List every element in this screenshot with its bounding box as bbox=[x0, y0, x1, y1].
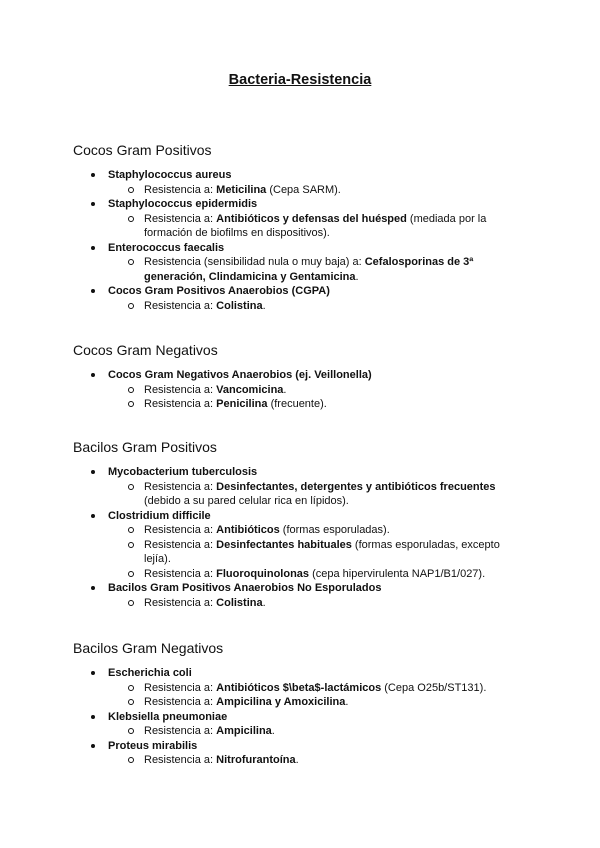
resistance-note: (cepa hipervirulenta NAP1/B1/027). bbox=[309, 567, 486, 580]
section bbox=[73, 342, 513, 412]
resistance-note: . bbox=[283, 383, 287, 396]
resistance-agent: Colistina bbox=[216, 299, 263, 312]
resistance-item bbox=[108, 681, 513, 696]
section-heading: Bacilos Gram Positivos bbox=[73, 439, 217, 455]
section-heading: Bacilos Gram Negativos bbox=[73, 640, 224, 656]
organism-name: Cocos Gram Positivos Anaerobios (CGPA) bbox=[108, 285, 330, 297]
resistance-item bbox=[108, 523, 513, 538]
section-heading: Cocos Gram Positivos bbox=[73, 142, 212, 158]
resistance-agent: Colistina bbox=[216, 596, 263, 609]
resistance-note: (Cepa O25b/ST131). bbox=[381, 681, 487, 694]
organism-item bbox=[73, 168, 513, 197]
resistance-agent: Ampicilina y Amoxicilina bbox=[216, 696, 346, 708]
resistance-prefix: Resistencia a: bbox=[144, 183, 217, 196]
resistance-item bbox=[108, 212, 513, 241]
resistance-list bbox=[108, 183, 513, 198]
resistance-list bbox=[108, 299, 513, 314]
resistance-note: (formas esporuladas, excepto lejía). bbox=[144, 538, 500, 565]
resistance-agent: Antibióticos bbox=[216, 524, 280, 536]
organism-item bbox=[73, 710, 513, 739]
resistance-prefix: Resistencia a: bbox=[144, 398, 217, 410]
resistance-note: . bbox=[295, 754, 299, 766]
organism-item bbox=[73, 241, 513, 285]
resistance-item bbox=[108, 397, 513, 412]
resistance-note: (formas esporuladas). bbox=[279, 524, 390, 536]
section-heading: Cocos Gram Negativos bbox=[73, 342, 218, 358]
organism-name: Bacilos Gram Positivos Anaerobios No Esporulados bbox=[108, 582, 382, 594]
resistance-prefix: Resistencia a: bbox=[144, 696, 217, 708]
resistance-item bbox=[108, 299, 513, 314]
organism-item bbox=[73, 666, 513, 710]
organism-item bbox=[73, 197, 513, 241]
organism-list bbox=[73, 368, 513, 412]
resistance-item bbox=[108, 753, 513, 768]
organism-name: Staphylococcus epidermidis bbox=[108, 198, 258, 210]
resistance-agent: Penicilina bbox=[216, 398, 268, 410]
organism-list bbox=[73, 666, 513, 768]
section bbox=[73, 640, 513, 768]
resistance-item bbox=[108, 255, 513, 284]
resistance-agent: Meticilina bbox=[216, 183, 267, 196]
organism-name: Proteus mirabilis bbox=[108, 739, 198, 752]
resistance-list bbox=[108, 596, 513, 611]
resistance-agent: Antibióticos $\beta$-lactámicos bbox=[216, 681, 382, 694]
document-title: Bacteria-Resistencia bbox=[228, 72, 372, 88]
organism-item bbox=[73, 739, 513, 768]
resistance-list bbox=[108, 523, 513, 581]
resistance-note: . bbox=[262, 299, 266, 312]
organism-name: Mycobacterium tuberculosis bbox=[108, 466, 258, 478]
organism-name: Cocos Gram Negativos Anaerobios (ej. Veillonella) bbox=[108, 369, 372, 381]
resistance-note: (Cepa SARM). bbox=[266, 183, 341, 196]
resistance-note: . bbox=[271, 725, 275, 737]
resistance-item bbox=[108, 480, 513, 509]
resistance-prefix: Resistencia a: bbox=[144, 567, 217, 580]
resistance-agent: Desinfectantes, detergentes y antibióticos frecuentes bbox=[216, 480, 496, 493]
resistance-prefix: Resistencia a: bbox=[144, 299, 217, 312]
organism-item bbox=[73, 581, 513, 610]
resistance-agent: Antibióticos y defensas del huésped bbox=[216, 212, 407, 225]
organism-item bbox=[73, 509, 513, 582]
resistance-prefix: Resistencia a: bbox=[144, 538, 217, 551]
resistance-agent: Vancomicina bbox=[216, 383, 284, 396]
organism-list bbox=[73, 168, 513, 313]
organism-name: Enterococcus faecalis bbox=[108, 241, 225, 254]
resistance-prefix: Resistencia a: bbox=[144, 725, 217, 737]
resistance-prefix: Resistencia a: bbox=[144, 754, 217, 766]
resistance-note: . bbox=[345, 696, 349, 708]
organism-item bbox=[73, 284, 513, 313]
resistance-prefix: Resistencia a: bbox=[144, 212, 217, 225]
resistance-agent: Ampicilina bbox=[216, 725, 272, 737]
resistance-note: . bbox=[355, 270, 359, 283]
resistance-item bbox=[108, 383, 513, 398]
section bbox=[73, 439, 513, 610]
resistance-list bbox=[108, 383, 513, 412]
resistance-agent: Nitrofurantoína bbox=[216, 754, 296, 766]
resistance-prefix: Resistencia a: bbox=[144, 681, 217, 694]
resistance-list bbox=[108, 212, 513, 241]
organism-name: Staphylococcus aureus bbox=[108, 169, 232, 181]
organism-name: Clostridium difficile bbox=[108, 509, 211, 522]
resistance-item bbox=[108, 596, 513, 611]
resistance-list bbox=[108, 480, 513, 509]
resistance-prefix: Resistencia a: bbox=[144, 383, 217, 396]
resistance-note: . bbox=[262, 596, 266, 609]
organism-item bbox=[73, 368, 513, 412]
resistance-prefix: Resistencia a: bbox=[144, 480, 217, 493]
resistance-list bbox=[108, 681, 513, 710]
resistance-note: (mediada por la formación de biofilms en dispositivos). bbox=[144, 212, 487, 239]
organism-name: Klebsiella pneumoniae bbox=[108, 710, 228, 723]
resistance-list bbox=[108, 255, 513, 284]
section bbox=[73, 142, 513, 313]
resistance-note: (debido a su pared celular rica en lípidos). bbox=[144, 495, 349, 507]
resistance-item bbox=[108, 724, 513, 739]
resistance-agent: Desinfectantes habituales bbox=[216, 538, 352, 551]
resistance-item bbox=[108, 183, 513, 198]
resistance-item bbox=[108, 538, 513, 567]
organism-list bbox=[73, 465, 513, 610]
resistance-prefix: Resistencia a: bbox=[144, 524, 217, 536]
resistance-prefix: Resistencia (sensibilidad nula o muy baja) a: bbox=[144, 256, 365, 268]
resistance-agent: Fluoroquinolonas bbox=[216, 567, 310, 580]
resistance-item bbox=[108, 695, 513, 710]
resistance-list bbox=[108, 753, 513, 768]
resistance-item bbox=[108, 567, 513, 582]
organism-item bbox=[73, 465, 513, 509]
resistance-list bbox=[108, 724, 513, 739]
resistance-agent: Cefalosporinas de 3ª generación, Clindamicina y Gentamicina bbox=[144, 256, 474, 283]
resistance-prefix: Resistencia a: bbox=[144, 596, 217, 609]
organism-name: Escherichia coli bbox=[108, 667, 192, 679]
resistance-note: (frecuente). bbox=[267, 398, 327, 410]
